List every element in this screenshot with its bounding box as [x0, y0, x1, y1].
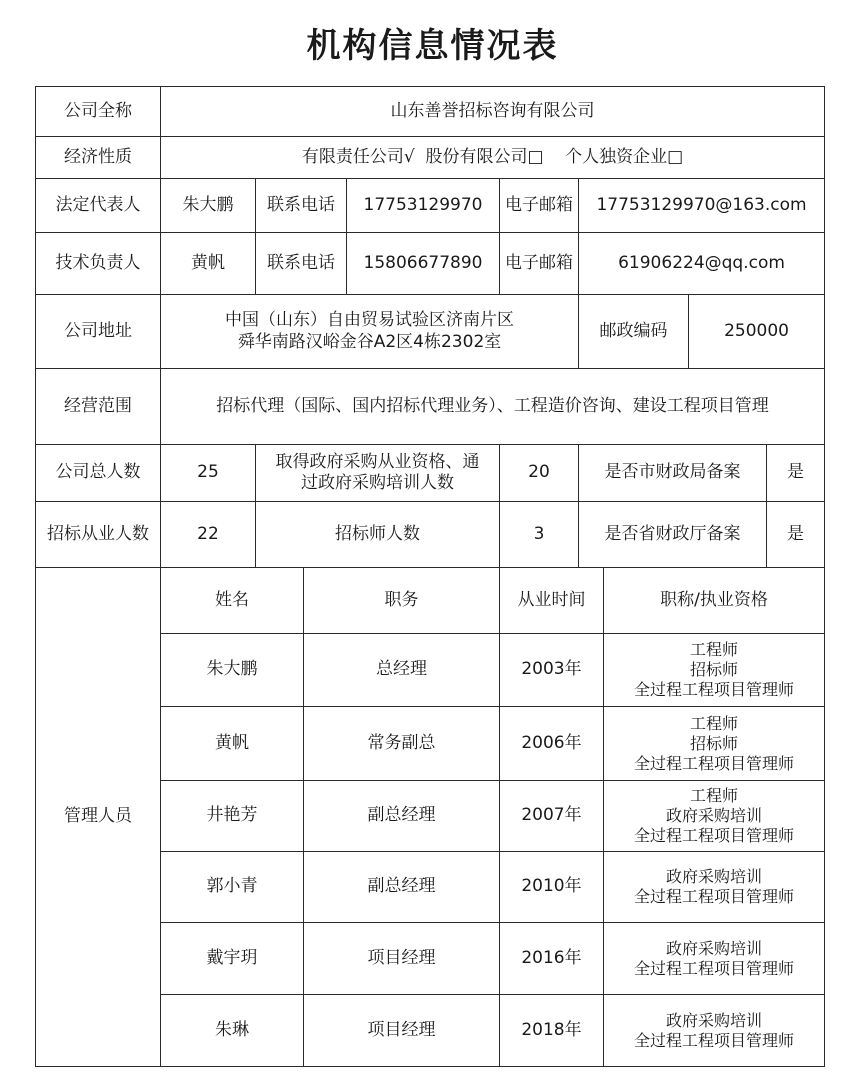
- total-staff-value: 25: [161, 445, 256, 502]
- row-legal-representative: [36, 179, 825, 233]
- procurement-qualified-label: [256, 445, 500, 502]
- row-business-scope: [36, 369, 825, 445]
- row-technical-lead: [36, 233, 825, 295]
- manager-qualifications: [604, 995, 825, 1067]
- legal-rep-email: 17753129970@163.com: [579, 179, 825, 233]
- postcode-value: 250000: [689, 295, 825, 369]
- legal-rep-name: 朱大鹏: [161, 179, 256, 233]
- row-total-staff: [36, 445, 825, 502]
- manager-name: 井艳芳: [161, 781, 304, 852]
- qualification-item: 政府采购培训: [666, 938, 763, 958]
- bidding-engineers-value: 3: [500, 502, 579, 568]
- procurement-label-line-2: 过政府采购培训人数: [301, 473, 454, 493]
- bidding-staff-value: 22: [161, 502, 256, 568]
- qualification-item: 政府采购培训: [666, 806, 763, 825]
- management-header-row: [36, 568, 825, 634]
- tech-lead-email: 61906224@qq.com: [579, 233, 825, 295]
- legal-rep-phone: 17753129970: [347, 179, 500, 233]
- business-scope-label: 经营范围: [36, 369, 161, 445]
- manager-name: 黄帆: [161, 707, 304, 781]
- postcode-label: 邮政编码: [579, 295, 689, 369]
- qualification-item: 全过程工程项目管理师: [634, 958, 795, 978]
- manager-position: 项目经理: [304, 995, 500, 1067]
- qualification-item: 工程师: [690, 713, 739, 733]
- header-position: 职务: [304, 568, 500, 634]
- row-company-address: [36, 295, 825, 369]
- manager-qualifications: [604, 781, 825, 852]
- bidding-engineers-label: 招标师人数: [256, 502, 500, 568]
- manager-position: 总经理: [304, 634, 500, 707]
- management-label: 管理人员: [36, 568, 161, 1067]
- business-scope-value: 招标代理（国际、国内招标代理业务）、工程造价咨询、建设工程项目管理: [161, 369, 825, 445]
- company-address-label: 公司地址: [36, 295, 161, 369]
- legal-rep-label: 法定代表人: [36, 179, 161, 233]
- address-line-1: 中国（山东）自由贸易试验区济南片区: [225, 310, 514, 331]
- procurement-label-line-1: 取得政府采购从业资格、通: [275, 451, 480, 472]
- row-company-name: [36, 87, 825, 137]
- economic-nature-value: 有限责任公司√ 股份有限公司□ 个人独资企业□: [161, 137, 825, 179]
- company-name-value: 山东善誉招标咨询有限公司: [161, 87, 825, 137]
- total-staff-label: 公司总人数: [36, 445, 161, 502]
- company-address-value: [161, 295, 579, 369]
- tech-lead-email-label: 电子邮箱: [500, 233, 579, 295]
- qualification-item: 招标师: [690, 660, 739, 679]
- procurement-qualified-value: 20: [500, 445, 579, 502]
- manager-position: 副总经理: [304, 781, 500, 852]
- city-filing-label: 是否市财政局备案: [579, 445, 767, 502]
- address-line-2: 舜华南路汉峪金谷A2区4栋2302室: [237, 331, 502, 352]
- page-title: 机构信息情况表: [306, 26, 559, 66]
- institution-info-table: [35, 86, 825, 1067]
- economic-nature-label: 经济性质: [36, 137, 161, 179]
- tech-lead-phone: 15806677890: [347, 233, 500, 295]
- manager-name: 朱大鹏: [161, 634, 304, 707]
- bidding-staff-label: 招标从业人数: [36, 502, 161, 568]
- header-qualification: 职称/执业资格: [604, 568, 825, 634]
- qualification-item: 全过程工程项目管理师: [634, 753, 795, 773]
- manager-qualifications: [604, 707, 825, 781]
- tech-lead-phone-label: 联系电话: [256, 233, 347, 295]
- manager-qualifications: [604, 923, 825, 995]
- province-filing-value: 是: [767, 502, 825, 568]
- manager-years: 2018年: [500, 995, 604, 1067]
- qualification-item: 全过程工程项目管理师: [634, 826, 795, 845]
- manager-qualifications: [604, 852, 825, 923]
- manager-position: 副总经理: [304, 852, 500, 923]
- manager-qualifications: [604, 634, 825, 707]
- qualification-item: 政府采购培训: [666, 1010, 763, 1030]
- qualification-item: 工程师: [690, 640, 739, 659]
- legal-rep-phone-label: 联系电话: [256, 179, 347, 233]
- city-filing-value: 是: [767, 445, 825, 502]
- manager-years: 2006年: [500, 707, 604, 781]
- header-name: 姓名: [161, 568, 304, 634]
- qualification-item: 全过程工程项目管理师: [634, 1030, 795, 1050]
- qualification-item: 招标师: [690, 733, 739, 753]
- manager-years: 2007年: [500, 781, 604, 852]
- qualification-item: 全过程工程项目管理师: [634, 680, 795, 699]
- tech-lead-name: 黄帆: [161, 233, 256, 295]
- manager-name: 朱琳: [161, 995, 304, 1067]
- company-name-label: 公司全称: [36, 87, 161, 137]
- manager-name: 郭小青: [161, 852, 304, 923]
- tech-lead-label: 技术负责人: [36, 233, 161, 295]
- qualification-item: 工程师: [690, 786, 739, 805]
- manager-years: 2003年: [500, 634, 604, 707]
- manager-position: 项目经理: [304, 923, 500, 995]
- header-years: 从业时间: [500, 568, 604, 634]
- qualification-item: 政府采购培训: [666, 867, 763, 886]
- row-economic-nature: [36, 137, 825, 179]
- manager-position: 常务副总: [304, 707, 500, 781]
- manager-years: 2016年: [500, 923, 604, 995]
- manager-name: 戴宇玥: [161, 923, 304, 995]
- province-filing-label: 是否省财政厅备案: [579, 502, 767, 568]
- qualification-item: 全过程工程项目管理师: [634, 887, 795, 906]
- row-bidding-staff: [36, 502, 825, 568]
- manager-years: 2010年: [500, 852, 604, 923]
- legal-rep-email-label: 电子邮箱: [500, 179, 579, 233]
